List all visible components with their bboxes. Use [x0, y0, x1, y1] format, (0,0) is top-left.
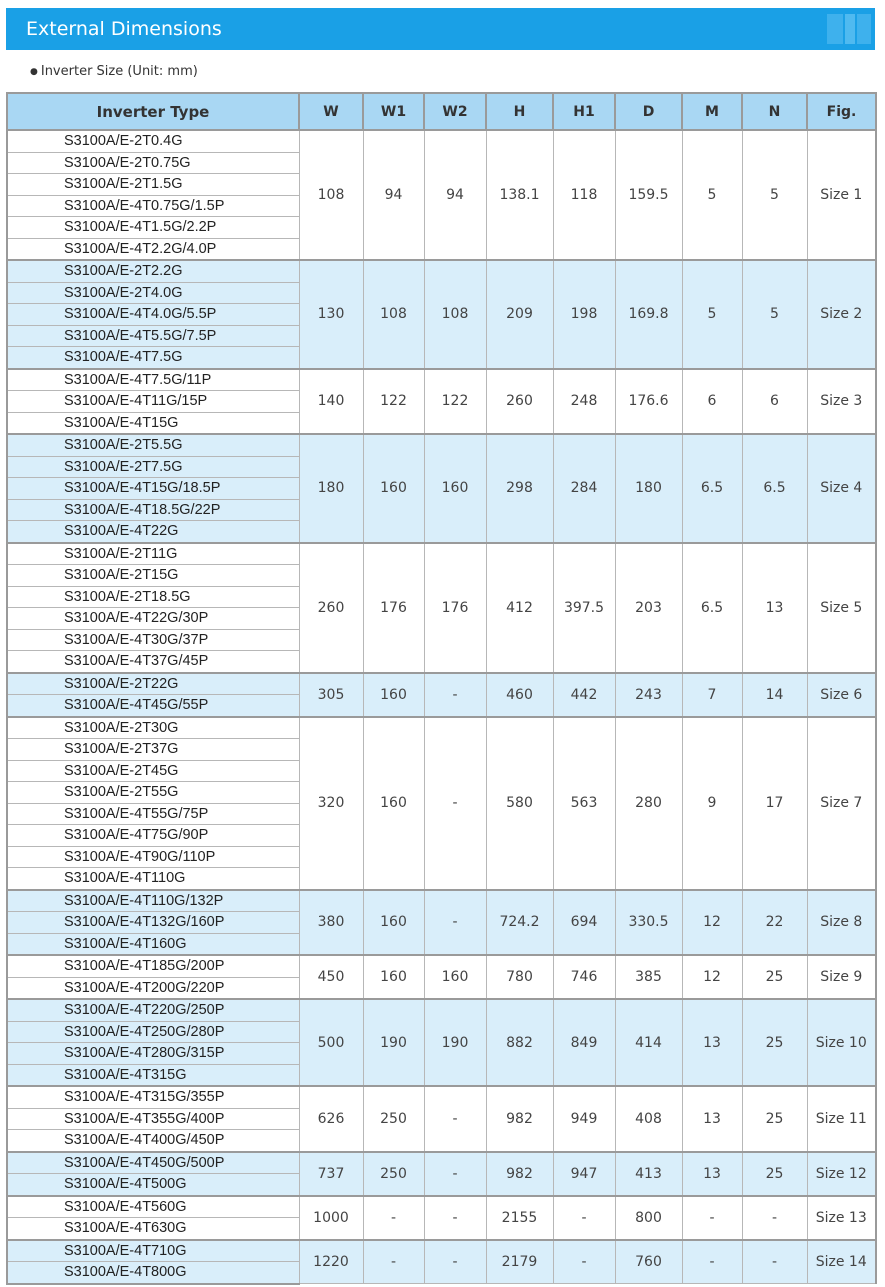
dimension-cell-h: 882 [486, 999, 553, 1086]
inverter-type-cell: S3100A/E-2T4.0G [7, 282, 299, 304]
dimension-cell-d: 180 [615, 434, 682, 543]
dimension-cell-d: 385 [615, 955, 682, 999]
dimension-cell-h1: 198 [553, 260, 615, 369]
dimension-cell-h1: 746 [553, 955, 615, 999]
dimension-cell-w: 626 [299, 1086, 363, 1152]
inverter-type-cell: S3100A/E-4T15G [7, 412, 299, 434]
dimension-cell-w2: - [424, 1086, 486, 1152]
dimension-cell-w: 130 [299, 260, 363, 369]
column-header: H [486, 93, 553, 130]
dimension-cell-m: - [682, 1196, 742, 1240]
dimension-cell-w: 260 [299, 543, 363, 673]
dimension-cell-h1: 694 [553, 890, 615, 956]
inverter-type-cell: S3100A/E-4T11G/15P [7, 391, 299, 413]
inverter-type-cell: S3100A/E-4T200G/220P [7, 977, 299, 999]
inverter-type-cell: S3100A/E-2T15G [7, 565, 299, 587]
dimension-cell-h1: 949 [553, 1086, 615, 1152]
dimension-cell-n: 6 [742, 369, 807, 435]
dimension-cell-m: 13 [682, 1152, 742, 1196]
inverter-type-cell: S3100A/E-4T90G/110P [7, 846, 299, 868]
dimension-cell-d: 413 [615, 1152, 682, 1196]
dimension-cell-w2: 176 [424, 543, 486, 673]
column-header: Inverter Type [7, 93, 299, 130]
inverter-type-cell: S3100A/E-4T800G [7, 1262, 299, 1284]
fig-cell: Size 9 [807, 955, 876, 999]
dimension-cell-h: 982 [486, 1152, 553, 1196]
dimension-cell-n: 25 [742, 955, 807, 999]
inverter-type-cell: S3100A/E-4T250G/280P [7, 1021, 299, 1043]
table-row [7, 717, 876, 739]
inverter-type-cell: S3100A/E-2T5.5G [7, 434, 299, 456]
dimension-cell-w1: 250 [363, 1086, 424, 1152]
inverter-type-cell: S3100A/E-4T75G/90P [7, 825, 299, 847]
dimension-cell-n: 5 [742, 130, 807, 260]
inverter-type-cell: S3100A/E-4T110G [7, 868, 299, 890]
dimension-cell-n: 22 [742, 890, 807, 956]
dimension-cell-m: 5 [682, 130, 742, 260]
inverter-type-cell: S3100A/E-4T15G/18.5P [7, 478, 299, 500]
table-header-row [7, 93, 876, 130]
inverter-type-cell: S3100A/E-2T37G [7, 739, 299, 761]
fig-cell: Size 7 [807, 717, 876, 890]
dimension-cell-h: 2155 [486, 1196, 553, 1240]
dimension-cell-d: 414 [615, 999, 682, 1086]
dimension-cell-h1: 284 [553, 434, 615, 543]
section-header [6, 8, 875, 50]
dimension-cell-w: 320 [299, 717, 363, 890]
inverter-type-cell: S3100A/E-4T0.75G/1.5P [7, 195, 299, 217]
inverter-type-cell: S3100A/E-4T22G [7, 521, 299, 543]
fig-cell: Size 4 [807, 434, 876, 543]
header-decoration [827, 14, 871, 44]
dimension-cell-d: 800 [615, 1196, 682, 1240]
dimension-cell-m: - [682, 1240, 742, 1284]
dimension-cell-n: 25 [742, 999, 807, 1086]
dimension-cell-d: 176.6 [615, 369, 682, 435]
inverter-type-cell: S3100A/E-4T400G/450P [7, 1130, 299, 1152]
inverter-type-cell: S3100A/E-4T37G/45P [7, 651, 299, 673]
dimension-cell-w2: - [424, 673, 486, 717]
table-row [7, 434, 876, 456]
table-row [7, 1240, 876, 1262]
inverter-type-cell: S3100A/E-4T710G [7, 1240, 299, 1262]
fig-cell: Size 5 [807, 543, 876, 673]
dimension-cell-d: 243 [615, 673, 682, 717]
bullet-icon: ● [30, 67, 38, 77]
fig-cell: Size 11 [807, 1086, 876, 1152]
dimension-cell-h1: 849 [553, 999, 615, 1086]
dimension-cell-h: 780 [486, 955, 553, 999]
dimension-cell-w2: 160 [424, 434, 486, 543]
dimension-cell-w1: 160 [363, 717, 424, 890]
dimension-cell-m: 12 [682, 955, 742, 999]
inverter-type-cell: S3100A/E-4T7.5G [7, 347, 299, 369]
inverter-type-cell: S3100A/E-4T450G/500P [7, 1152, 299, 1174]
table-row [7, 130, 876, 152]
dimension-cell-h: 138.1 [486, 130, 553, 260]
dimension-cell-h1: - [553, 1196, 615, 1240]
fig-cell: Size 13 [807, 1196, 876, 1240]
dimension-cell-d: 169.8 [615, 260, 682, 369]
inverter-type-cell: S3100A/E-4T315G [7, 1064, 299, 1086]
table-row [7, 1086, 876, 1108]
fig-cell: Size 12 [807, 1152, 876, 1196]
dimension-cell-n: 25 [742, 1086, 807, 1152]
inverter-type-cell: S3100A/E-2T11G [7, 543, 299, 565]
dimension-cell-n: 25 [742, 1152, 807, 1196]
dimension-cell-d: 280 [615, 717, 682, 890]
dimension-cell-m: 12 [682, 890, 742, 956]
dimension-cell-w1: 94 [363, 130, 424, 260]
fig-cell: Size 8 [807, 890, 876, 956]
dimension-cell-h1: 442 [553, 673, 615, 717]
dimension-cell-n: - [742, 1240, 807, 1284]
dimension-cell-w2: 122 [424, 369, 486, 435]
inverter-type-cell: S3100A/E-2T55G [7, 782, 299, 804]
inverter-type-cell: S3100A/E-4T560G [7, 1196, 299, 1218]
dimension-cell-h1: 397.5 [553, 543, 615, 673]
dimension-cell-h: 209 [486, 260, 553, 369]
dimension-cell-h1: 118 [553, 130, 615, 260]
inverter-type-cell: S3100A/E-2T2.2G [7, 260, 299, 282]
column-header: N [742, 93, 807, 130]
dimension-cell-w2: - [424, 717, 486, 890]
dimension-cell-h: 2179 [486, 1240, 553, 1284]
dimension-cell-w1: 160 [363, 890, 424, 956]
dimension-cell-m: 6.5 [682, 434, 742, 543]
dimension-cell-w1: 190 [363, 999, 424, 1086]
inverter-type-cell: S3100A/E-4T110G/132P [7, 890, 299, 912]
column-header: W [299, 93, 363, 130]
dimension-cell-d: 159.5 [615, 130, 682, 260]
dimension-cell-w1: 108 [363, 260, 424, 369]
dimension-cell-h: 412 [486, 543, 553, 673]
dimension-cell-w2: - [424, 1240, 486, 1284]
fig-cell: Size 10 [807, 999, 876, 1086]
column-header: Fig. [807, 93, 876, 130]
dimension-cell-w1: 176 [363, 543, 424, 673]
fig-cell: Size 2 [807, 260, 876, 369]
dimension-cell-w: 737 [299, 1152, 363, 1196]
column-header: M [682, 93, 742, 130]
dimension-cell-m: 9 [682, 717, 742, 890]
dimension-cell-w: 450 [299, 955, 363, 999]
inverter-type-cell: S3100A/E-4T355G/400P [7, 1108, 299, 1130]
inverter-type-cell: S3100A/E-2T1.5G [7, 174, 299, 196]
dimension-cell-h: 298 [486, 434, 553, 543]
dimension-cell-w2: - [424, 890, 486, 956]
dimension-cell-n: 14 [742, 673, 807, 717]
inverter-type-cell: S3100A/E-2T7.5G [7, 456, 299, 478]
dimension-cell-w2: - [424, 1196, 486, 1240]
table-row [7, 1152, 876, 1174]
dimension-cell-h1: 947 [553, 1152, 615, 1196]
dimension-cell-w2: 160 [424, 955, 486, 999]
inverter-type-cell: S3100A/E-4T7.5G/11P [7, 369, 299, 391]
inverter-type-cell: S3100A/E-4T500G [7, 1174, 299, 1196]
inverter-type-cell: S3100A/E-2T0.75G [7, 152, 299, 174]
inverter-type-cell: S3100A/E-4T630G [7, 1218, 299, 1240]
table-caption-text: Inverter Size (Unit: mm) [40, 64, 198, 79]
dimension-cell-w: 108 [299, 130, 363, 260]
dimension-cell-w2: 108 [424, 260, 486, 369]
dimension-cell-h: 982 [486, 1086, 553, 1152]
fig-cell: Size 1 [807, 130, 876, 260]
dimension-cell-w2: 190 [424, 999, 486, 1086]
inverter-type-cell: S3100A/E-4T220G/250P [7, 999, 299, 1021]
dimension-cell-w1: 160 [363, 955, 424, 999]
dimension-cell-w1: 122 [363, 369, 424, 435]
dimension-cell-w: 305 [299, 673, 363, 717]
dimension-cell-h: 580 [486, 717, 553, 890]
fig-cell: Size 6 [807, 673, 876, 717]
dimension-cell-n: 13 [742, 543, 807, 673]
dimension-cell-n: 17 [742, 717, 807, 890]
inverter-type-cell: S3100A/E-4T5.5G/7.5P [7, 325, 299, 347]
inverter-type-cell: S3100A/E-4T315G/355P [7, 1086, 299, 1108]
dimension-cell-m: 13 [682, 999, 742, 1086]
inverter-type-cell: S3100A/E-4T160G [7, 933, 299, 955]
dimension-cell-n: 6.5 [742, 434, 807, 543]
section-title: External Dimensions [26, 18, 222, 40]
dimension-cell-h1: 248 [553, 369, 615, 435]
dimension-cell-m: 6.5 [682, 543, 742, 673]
dimension-cell-w1: - [363, 1240, 424, 1284]
dimension-cell-d: 203 [615, 543, 682, 673]
inverter-type-cell: S3100A/E-4T18.5G/22P [7, 499, 299, 521]
dimension-cell-h: 460 [486, 673, 553, 717]
column-header: W2 [424, 93, 486, 130]
dimension-cell-m: 7 [682, 673, 742, 717]
column-header: W1 [363, 93, 424, 130]
fig-cell: Size 3 [807, 369, 876, 435]
dimension-cell-h: 260 [486, 369, 553, 435]
table-body [7, 130, 876, 1284]
dimension-cell-w2: 94 [424, 130, 486, 260]
dimensions-table [6, 92, 877, 1285]
dimension-cell-w: 1000 [299, 1196, 363, 1240]
dimension-cell-d: 760 [615, 1240, 682, 1284]
inverter-type-cell: S3100A/E-4T280G/315P [7, 1043, 299, 1065]
dimension-cell-d: 330.5 [615, 890, 682, 956]
inverter-type-cell: S3100A/E-2T30G [7, 717, 299, 739]
dimension-cell-w1: 250 [363, 1152, 424, 1196]
dimension-cell-w: 140 [299, 369, 363, 435]
dimension-cell-w: 500 [299, 999, 363, 1086]
inverter-type-cell: S3100A/E-4T132G/160P [7, 912, 299, 934]
inverter-type-cell: S3100A/E-4T185G/200P [7, 955, 299, 977]
table-row [7, 673, 876, 695]
dimension-cell-w1: 160 [363, 673, 424, 717]
dimension-cell-m: 5 [682, 260, 742, 369]
dimension-cell-w: 380 [299, 890, 363, 956]
table-row [7, 955, 876, 977]
dimension-cell-w1: 160 [363, 434, 424, 543]
table-row [7, 890, 876, 912]
dimension-cell-m: 13 [682, 1086, 742, 1152]
table-row [7, 1196, 876, 1218]
table-row [7, 999, 876, 1021]
table-row [7, 260, 876, 282]
inverter-type-cell: S3100A/E-2T22G [7, 673, 299, 695]
column-header: H1 [553, 93, 615, 130]
dimension-cell-m: 6 [682, 369, 742, 435]
inverter-type-cell: S3100A/E-4T55G/75P [7, 803, 299, 825]
inverter-type-cell: S3100A/E-2T18.5G [7, 586, 299, 608]
dimension-cell-w: 180 [299, 434, 363, 543]
dimension-cell-h1: 563 [553, 717, 615, 890]
inverter-type-cell: S3100A/E-2T0.4G [7, 130, 299, 152]
column-header: D [615, 93, 682, 130]
dimension-cell-w1: - [363, 1196, 424, 1240]
inverter-type-cell: S3100A/E-2T45G [7, 760, 299, 782]
dimension-cell-n: 5 [742, 260, 807, 369]
inverter-type-cell: S3100A/E-4T45G/55P [7, 695, 299, 717]
dimension-cell-n: - [742, 1196, 807, 1240]
dimension-cell-h: 724.2 [486, 890, 553, 956]
dimension-cell-d: 408 [615, 1086, 682, 1152]
dimension-cell-h1: - [553, 1240, 615, 1284]
inverter-type-cell: S3100A/E-4T4.0G/5.5P [7, 304, 299, 326]
inverter-type-cell: S3100A/E-4T1.5G/2.2P [7, 217, 299, 239]
table-row [7, 369, 876, 391]
table-row [7, 543, 876, 565]
dimension-cell-w2: - [424, 1152, 486, 1196]
inverter-type-cell: S3100A/E-4T22G/30P [7, 608, 299, 630]
table-caption [30, 63, 198, 81]
inverter-type-cell: S3100A/E-4T2.2G/4.0P [7, 238, 299, 260]
fig-cell: Size 14 [807, 1240, 876, 1284]
inverter-type-cell: S3100A/E-4T30G/37P [7, 629, 299, 651]
dimension-cell-w: 1220 [299, 1240, 363, 1284]
